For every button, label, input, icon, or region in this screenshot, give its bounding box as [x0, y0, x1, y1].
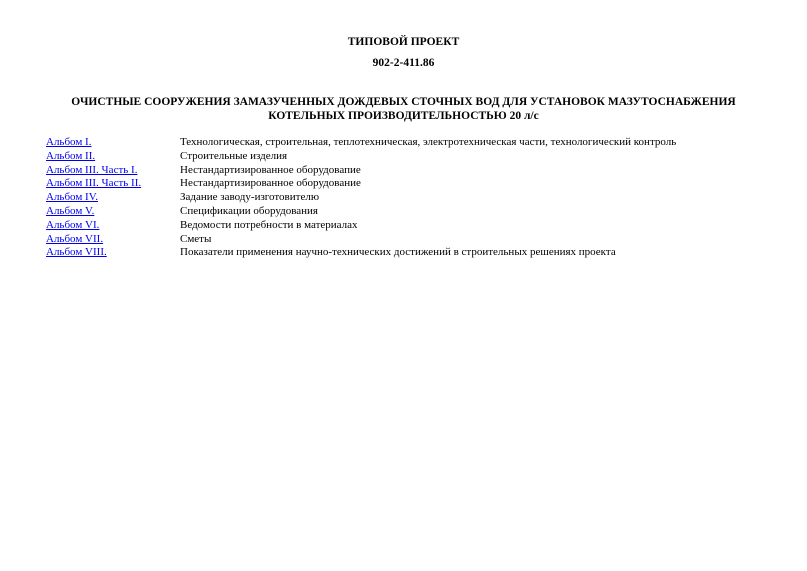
- album-1-link[interactable]: Альбом I.: [46, 136, 92, 148]
- document-type-heading: ТИПОВОЙ ПРОЕКТ: [347, 36, 460, 48]
- document-title: ОЧИСТНЫЕ СООРУЖЕНИЯ ЗАМАЗУЧЕННЫХ ДОЖДЕВЫХ СТОЧНЫХ ВОД ДЛЯ УСТАНОВОК МАЗУТОСНАБЖЕНИЯ КОТЕЛЬНЫХ ПРОИЗВОДИТЕЛЬНОСТЬЮ 20 л/с: [71, 96, 736, 122]
- album-list: [46, 136, 766, 260]
- album-2-link[interactable]: Альбом II.: [46, 149, 96, 162]
- album-description: Показатели применения научно-технических достижений в строительных решениях проекта: [180, 246, 616, 259]
- album-7-link[interactable]: Альбом VII.: [46, 232, 104, 245]
- album-description: Технологическая, строительная, теплотехническая, электротехническая части, технологический контроль: [180, 136, 677, 148]
- album-description: Нестандартизированное оборудование: [180, 177, 361, 190]
- album-3-part-2-link[interactable]: Альбом III. Часть II.: [46, 177, 142, 190]
- album-row: [46, 246, 766, 260]
- album-row: [46, 177, 766, 191]
- album-4-link[interactable]: Альбом IV.: [46, 191, 98, 204]
- album-row: [46, 136, 766, 150]
- album-description: Сметы: [180, 232, 212, 245]
- album-row: [46, 164, 766, 178]
- album-row: [46, 191, 766, 205]
- album-3-part-1-link[interactable]: Альбом III. Часть I.: [46, 163, 138, 176]
- album-row: [46, 205, 766, 219]
- album-6-link[interactable]: Альбом VI.: [46, 218, 100, 231]
- album-8-link[interactable]: Альбом VIII.: [46, 246, 107, 259]
- album-row: [46, 233, 766, 247]
- album-description: Нестандартизированное оборудовапие: [180, 163, 361, 176]
- album-description: Строительные изделия: [180, 149, 288, 162]
- album-row: [46, 150, 766, 164]
- document-code: 902-2-411.86: [372, 57, 435, 69]
- album-description: Ведомости потребности в материалах: [180, 218, 358, 231]
- album-row: [46, 219, 766, 233]
- album-description: Задание заводу-изготовителю: [180, 191, 320, 204]
- album-description: Спецификации оборудования: [180, 204, 318, 217]
- album-5-link[interactable]: Альбом V.: [46, 204, 95, 217]
